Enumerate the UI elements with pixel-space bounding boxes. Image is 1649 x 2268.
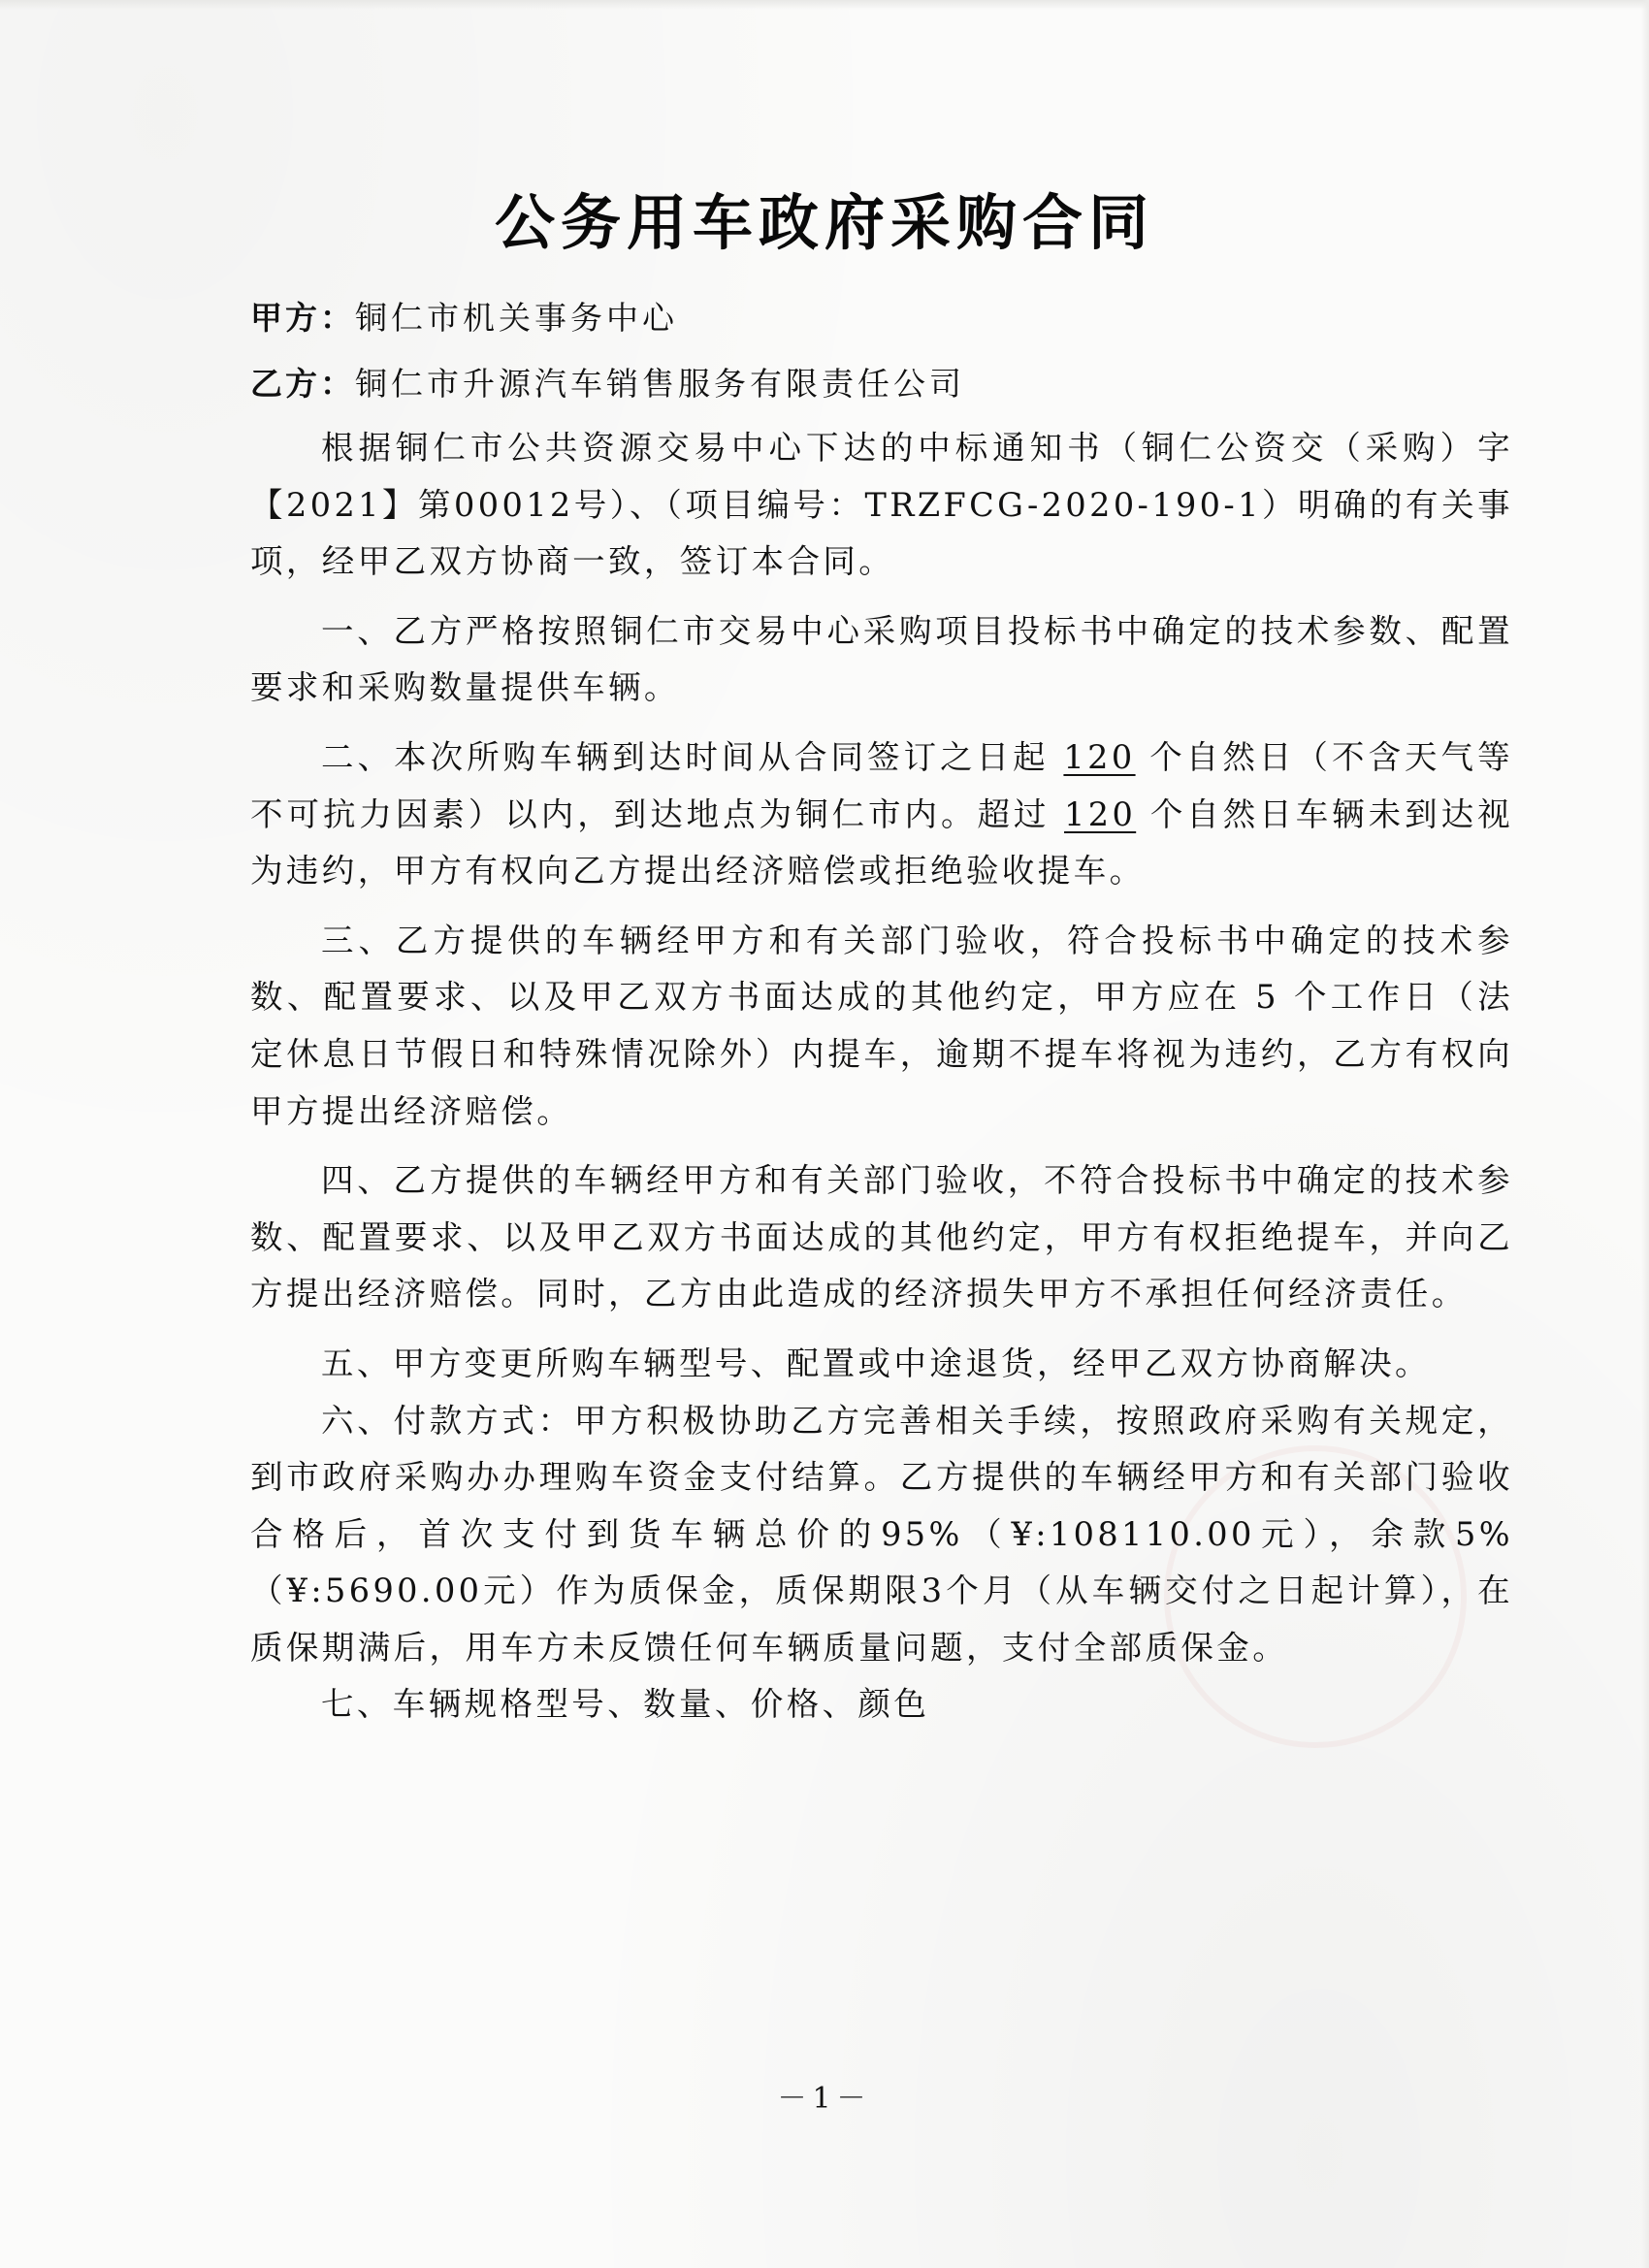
party-b-line [250,359,965,405]
clause-5: 五、甲方变更所购车辆型号、配置或中途退货，经甲乙双方协商解决。 [321,1344,1431,1382]
scan-edge-right [1641,0,1649,2268]
page-number: －1－ [777,2082,872,2116]
clause-6: 六、付款方式：甲方积极协助乙方完善相关手续，按照政府采购有关规定，到市政府采购办办理购车资金支付结算。乙方提供的车辆经甲方和有关部门验收合格后，首次支付到货车辆总价的95%（¥:108110.00元），余款5%（¥:5690.00元）作为质保金，质保期限3个月（从车辆交付之日起计算），在质保期满后，用车方未反馈任何车辆质量问题，支付全部质保金。 [250,1401,1513,1667]
delivery-days-2: 120 [1064,794,1137,833]
party-a-label: 甲方： [250,299,355,337]
clause-2-part-1: 二、本次所购车辆到达时间从合同签订之日起 [321,737,1050,776]
party-b-label: 乙方： [250,365,355,403]
party-a-line [250,293,678,339]
scan-edge-top [0,0,1649,10]
party-b-name: 铜仁市升源汽车销售服务有限责任公司 [355,365,965,403]
clause-2-part-3: 个自然日车辆未到达视为违约，甲方有权向乙方提出经济赔偿或拒绝验收提车。 [250,794,1513,891]
clause-2 [250,729,1513,900]
party-a-name: 铜仁市机关事务中心 [355,299,678,337]
document-title: 公务用车政府采购合同 [494,187,1154,258]
clause-2-part-2: 个自然日（不含天气等不可抗力因素）以内，到达地点为铜仁市内。超过 [250,737,1513,833]
intro-paragraph: 根据铜仁市公共资源交易中心下达的中标通知书（铜仁公资交（采购）字【2021】第00012号）、（项目编号：TRZFCG-2020-190-1）明确的有关事项，经甲乙双方协商一致，签订本合同。 [250,429,1513,581]
clause-4: 四、乙方提供的车辆经甲方和有关部门验收，不符合投标书中确定的技术参数、配置要求、以及甲乙双方书面达成的其他约定，甲方有权拒绝提车，并向乙方提出经济赔偿。同时，乙方由此造成的经济损失甲方不承担任何经济责任。 [250,1161,1513,1313]
clause-3: 三、乙方提供的车辆经甲方和有关部门验收，符合投标书中确定的技术参数、配置要求、以及甲乙双方书面达成的其他约定，甲方应在 5 个工作日（法定休息日节假日和特殊情况除外）内提车，逾期不提车将视为违约，乙方有权向甲方提出经济赔偿。 [250,921,1513,1130]
clause-7: 七、车辆规格型号、数量、价格、颜色 [321,1685,930,1724]
clause-1: 一、乙方严格按照铜仁市交易中心采购项目投标书中确定的技术参数、配置要求和采购数量提供车辆。 [250,611,1513,707]
contract-body [250,420,1513,1733]
delivery-days-1: 120 [1063,737,1136,776]
